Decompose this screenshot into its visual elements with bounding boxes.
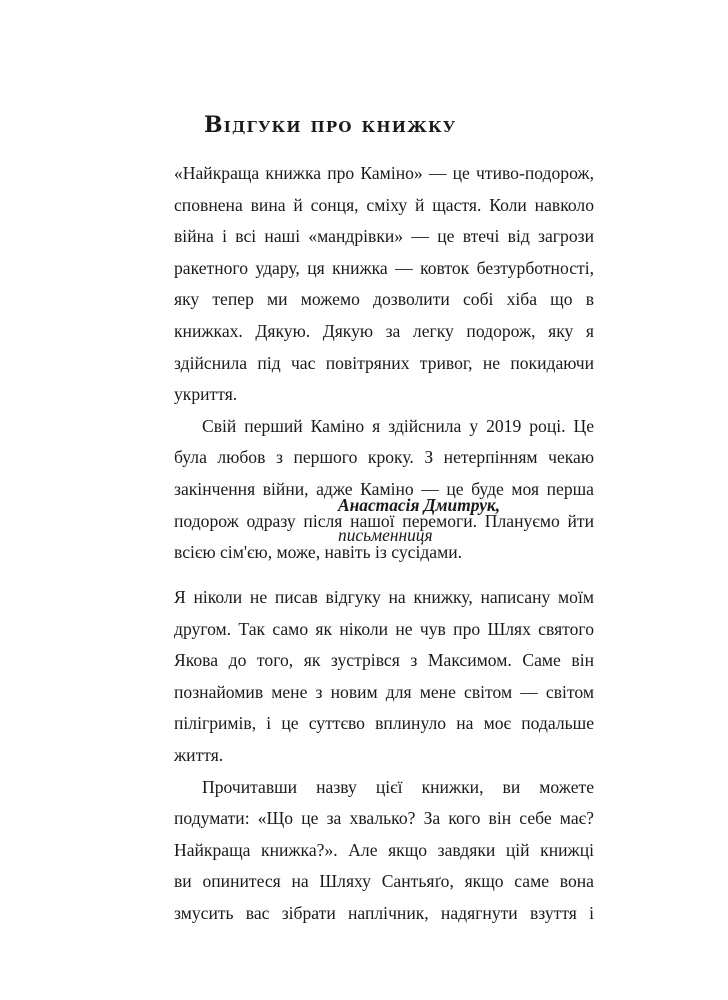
text-line: сповнена вина й сонця, сміху й щастя. Коли навколо xyxy=(174,194,594,215)
text-line: пілігримів, і це суттєво вплинуло на моє подальше xyxy=(174,713,594,734)
text-line: укриття. xyxy=(174,384,238,405)
text-line: другом. Так само як ніколи не чув про Шлях святого xyxy=(174,618,594,639)
signature-role: письменниця xyxy=(338,525,433,545)
text-line: була любов з першого кроку. З нетерпінням чекаю xyxy=(174,447,594,468)
text-line: Свій перший Каміно я здійснила у 2019 році. Це xyxy=(202,415,594,436)
review-2-paragraph-2 xyxy=(174,772,594,930)
text-line: війна і всі наші «мандрівки» — це втечі від загрози xyxy=(174,226,594,247)
text-line: Найкраща книжка?». Але якщо завдяки цій книжці xyxy=(174,839,594,860)
text-line: подумати: «Що це за хвалько? За кого він себе має? xyxy=(174,808,594,829)
text-line: яку тепер ми можемо дозволити собі хіба що в xyxy=(174,289,594,310)
text-line: «Найкраща книжка про Каміно» — це чтиво-подорож, xyxy=(174,163,594,183)
text-line: Прочитавши назву цієї книжки, ви можете xyxy=(202,776,594,797)
text-line: здійснила під час повітряних тривог, не покидаючи xyxy=(174,352,594,373)
text-line: познайомив мене з новим для мене світом — світом xyxy=(174,681,594,702)
text-line: ракетного удару, ця книжка — ковток безтурботності, xyxy=(174,257,594,278)
review-signature xyxy=(338,490,500,550)
section-heading: Відгуки про книжку xyxy=(204,112,457,138)
text-line: всією сім'єю, може, навіть із сусідами. xyxy=(174,542,463,563)
text-line: ви опинитеся на Шляху Сантьяґо, якщо саме вона xyxy=(174,871,594,892)
text-line: книжках. Дякую. Дякую за легку подорож, яку я xyxy=(174,320,594,341)
text-line: подорож одразу після нашої перемоги. Плануємо йти xyxy=(174,510,594,531)
review-2-paragraph-1 xyxy=(174,582,594,772)
text-line: змусить вас зібрати наплічник, надягнути взуття і xyxy=(174,902,594,923)
text-line: життя. xyxy=(174,744,224,765)
review-second xyxy=(174,582,594,930)
text-line: Якова до того, як зустрівся з Максимом. Саме він xyxy=(174,650,594,671)
review-1-paragraph-1 xyxy=(174,158,594,411)
signature-name: Анастасія Дмитрук, xyxy=(338,495,501,515)
text-line: закінчення війни, адже Каміно — це буде моя перша xyxy=(174,478,594,499)
text-line: Я ніколи не писав відгуку на книжку, написану моїм xyxy=(174,587,594,607)
